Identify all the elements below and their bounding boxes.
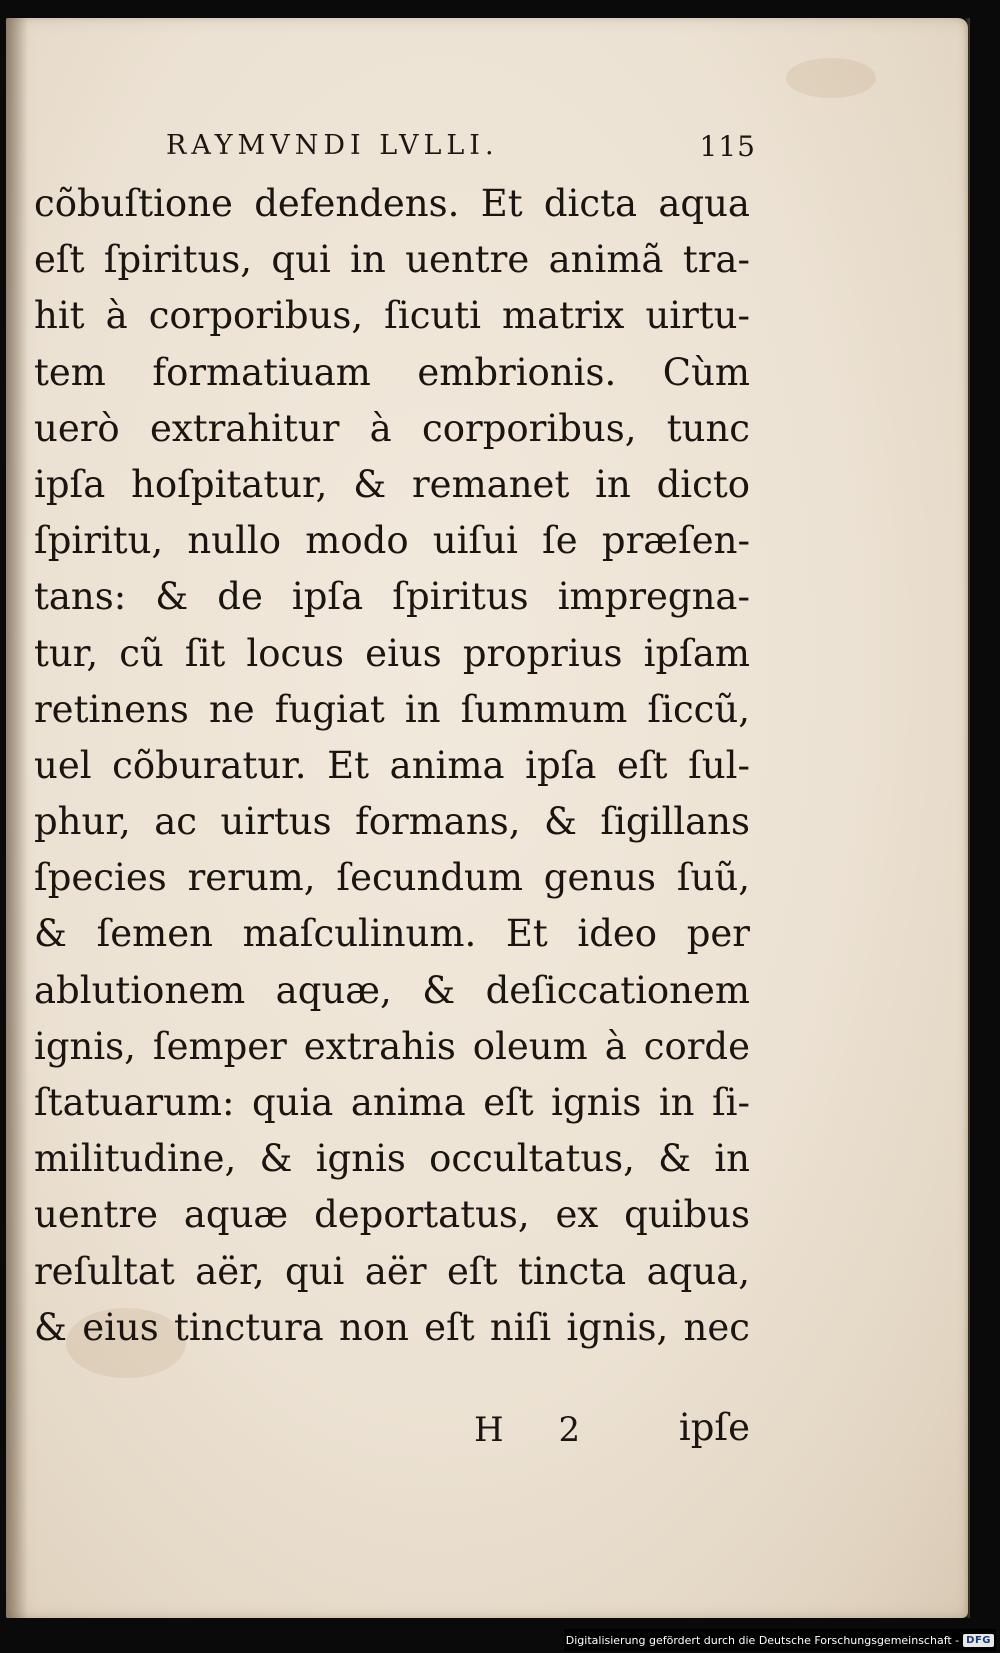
- catchline: [34, 1406, 750, 1466]
- text-line: uentre aquæ deportatus, ex quibus: [34, 1193, 750, 1237]
- text-line: ſpecies rerum, ſecundum genus ſuũ,: [34, 856, 750, 900]
- catchword: ipſe: [678, 1406, 750, 1449]
- text-line: ablutionem aquæ, & deſiccationem: [34, 968, 750, 1012]
- text-line: uerò extrahitur à corporibus, tunc: [34, 406, 750, 450]
- text-line: ignis, ſemper extrahis oleum à corde: [34, 1024, 750, 1068]
- body-text: [34, 176, 750, 1356]
- text-line: & eius tinctura non eſt niſi ignis, nec: [34, 1305, 750, 1349]
- page-edge: [964, 18, 970, 1618]
- paper-stain: [786, 58, 876, 98]
- text-line: reſultat aër, qui aër eſt tincta aqua,: [34, 1249, 750, 1293]
- book-page: [6, 18, 968, 1618]
- page-spine-shadow: [6, 18, 28, 1618]
- digitization-credit: [564, 1629, 996, 1651]
- text-line: ſtatuarum: quia anima eſt ignis in ſi-: [34, 1081, 750, 1124]
- text-line: tem formatiuam embrionis. Cùm: [34, 350, 750, 394]
- text-line: & ſemen maſculinum. Et ideo per: [34, 912, 750, 956]
- text-line: retinens ne fugiat in ſummum ſiccũ,: [34, 687, 750, 731]
- text-line: tans: & de ipſa ſpiritus impregna-: [34, 575, 750, 619]
- text-line: uel cõburatur. Et anima ipſa eſt ſul-: [34, 743, 750, 787]
- running-head: [166, 130, 756, 170]
- text-line: ipſa hoſpitatur, & remanet in dicto: [34, 462, 750, 506]
- text-line: eſt ſpiritus, qui in uentre animã tra-: [34, 238, 750, 282]
- text-line: phur, ac uirtus formans, & ſigillans: [34, 800, 750, 844]
- dfg-logo: DFG: [963, 1634, 994, 1647]
- signature-mark: H 2: [474, 1410, 603, 1450]
- text-line: ſpiritu, nullo modo uiſui ſe præſen-: [34, 519, 750, 563]
- credit-text: Digitalisierung gefördert durch die Deutsche Forschungsgemeinschaft -: [565, 1633, 960, 1647]
- page-number: 115: [699, 130, 756, 163]
- text-line: cõbuſtione defendens. Et dicta aqua: [34, 182, 750, 225]
- text-line: tur, cũ ſit locus eius proprius ipſam: [34, 631, 750, 675]
- running-head-title: RAYMVNDI LVLLI.: [166, 130, 499, 161]
- text-line: militudine, & ignis occultatus, & in: [34, 1137, 750, 1181]
- text-line: hit à corporibus, ſicuti matrix uirtu-: [34, 294, 750, 338]
